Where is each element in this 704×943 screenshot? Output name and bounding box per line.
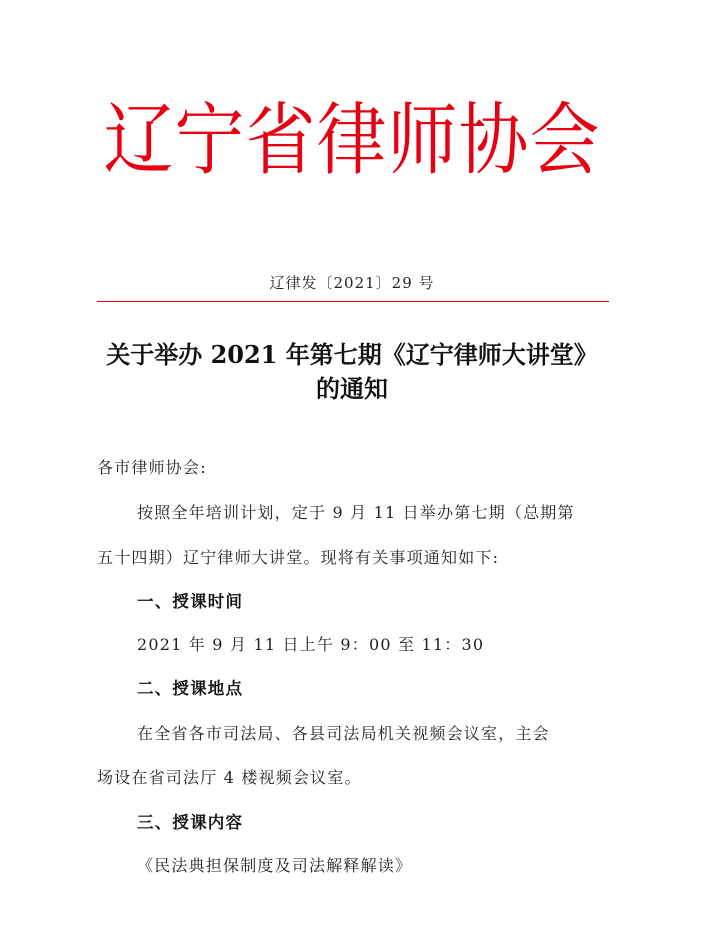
red-divider-line [97,301,609,302]
intro-line-1: 按照全年培训计划，定于 9 月 11 日举办第七期（总期第 [137,503,575,522]
section-heading-content: 三、授课内容 [137,813,244,832]
section-body-content: 《民法典担保制度及司法解释解读》 [137,856,413,875]
section-heading-location: 二、授课地点 [137,679,244,698]
section-body-location-line-2: 场设在省司法厅 4 楼视频会议室。 [97,768,362,787]
document-number: 辽律发〔2021〕29 号 [269,274,435,292]
notice-title-line-1: 关于举办 2021 年第七期《辽宁律师大讲堂》 [106,340,598,369]
salutation: 各市律师协会: [97,458,207,477]
section-heading-time: 一、授课时间 [137,592,244,611]
notice-title [80,338,624,406]
masthead-title: 辽宁省律师协会 [103,94,601,186]
section-body-location-line-1: 在全省各市司法局、各县司法局机关视频会议室，主会 [137,724,550,743]
notice-title-line-2: 的通知 [316,374,388,403]
intro-line-2: 五十四期）辽宁律师大讲堂。现将有关事项通知如下: [97,548,500,567]
section-body-time: 2021 年 9 月 11 日上午 9：00 至 11：30 [137,635,485,654]
